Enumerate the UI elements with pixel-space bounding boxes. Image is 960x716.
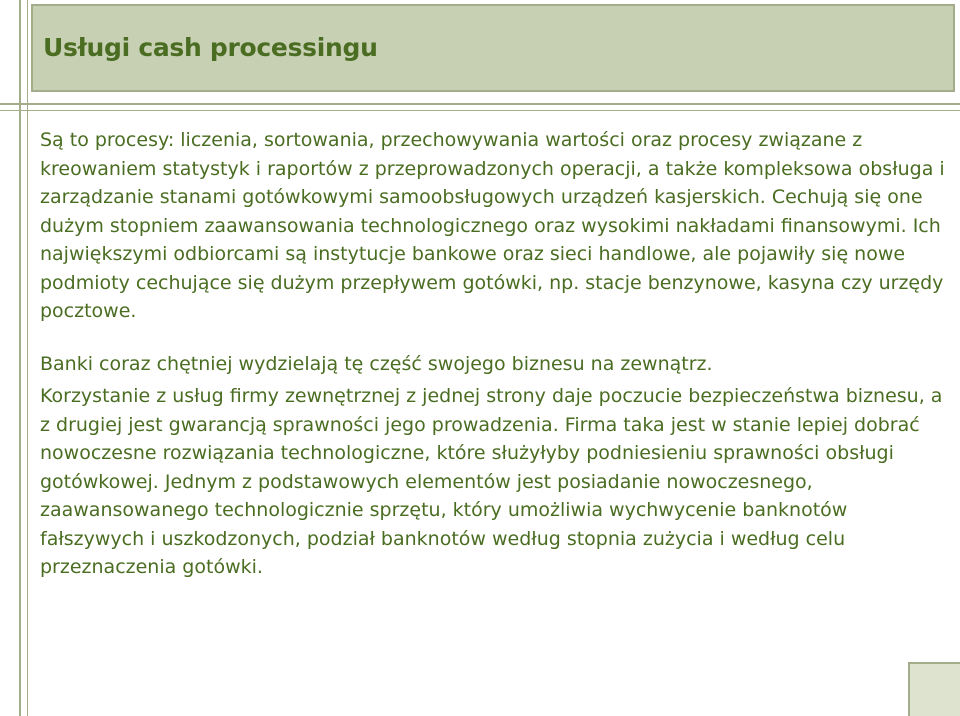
slide-title: Usługi cash processingu	[43, 33, 378, 62]
decorative-vertical-rule-thin	[27, 0, 28, 716]
decorative-horizontal-rule	[0, 103, 960, 105]
decorative-horizontal-rule-thin	[0, 110, 960, 111]
decorative-vertical-rule	[19, 0, 21, 716]
body-paragraph-3: Korzystanie z usług firmy zewnętrznej z jednej strony daje poczucie bezpieczeństwa biznesu, a z drugiej jest gwarancją sprawności jego prowadzenia. Firma taka jest w stanie lepiej dobrać nowoczesne rozwiązania technologiczne, które służyłyby podniesieniu sprawności obsługi gotówkowej. Jednym z podstawowych elementów jest posiadanie nowoczesnego, zaawansowanego technologicznie sprzętu, który umożliwia wychwycenie banknotów fałszywych i uszkodzonych, podział banknotów według stopnia zużycia i według celu przeznaczenia gotówki.	[40, 385, 943, 578]
body-paragraph-2: Banki coraz chętniej wydzielają tę część swojego biznesu na zewnątrz.	[40, 352, 713, 375]
body-paragraph-1: Są to procesy: liczenia, sortowania, przechowywania wartości oraz procesy związane z kreowaniem statystyk i raportów z przeprowadzonych operacji, a także kompleksowa obsługa i zarządzanie stanami gotówkowymi samoobsługowych urządzeń kasjerskich. Cechują się one dużym stopniem zaawansowania technologicznego oraz wysokimi nakładami finansowymi. Ich największymi odbiorcami są instytucje bankowe oraz sieci handlowe, ale pojawiły się nowe podmioty cechujące się dużym przepływem gotówki, np. stacje benzynowe, kasyna czy urzędy pocztowe.	[40, 129, 945, 322]
slide-body	[40, 126, 945, 582]
decorative-corner-block	[908, 662, 960, 716]
title-banner	[31, 4, 955, 92]
